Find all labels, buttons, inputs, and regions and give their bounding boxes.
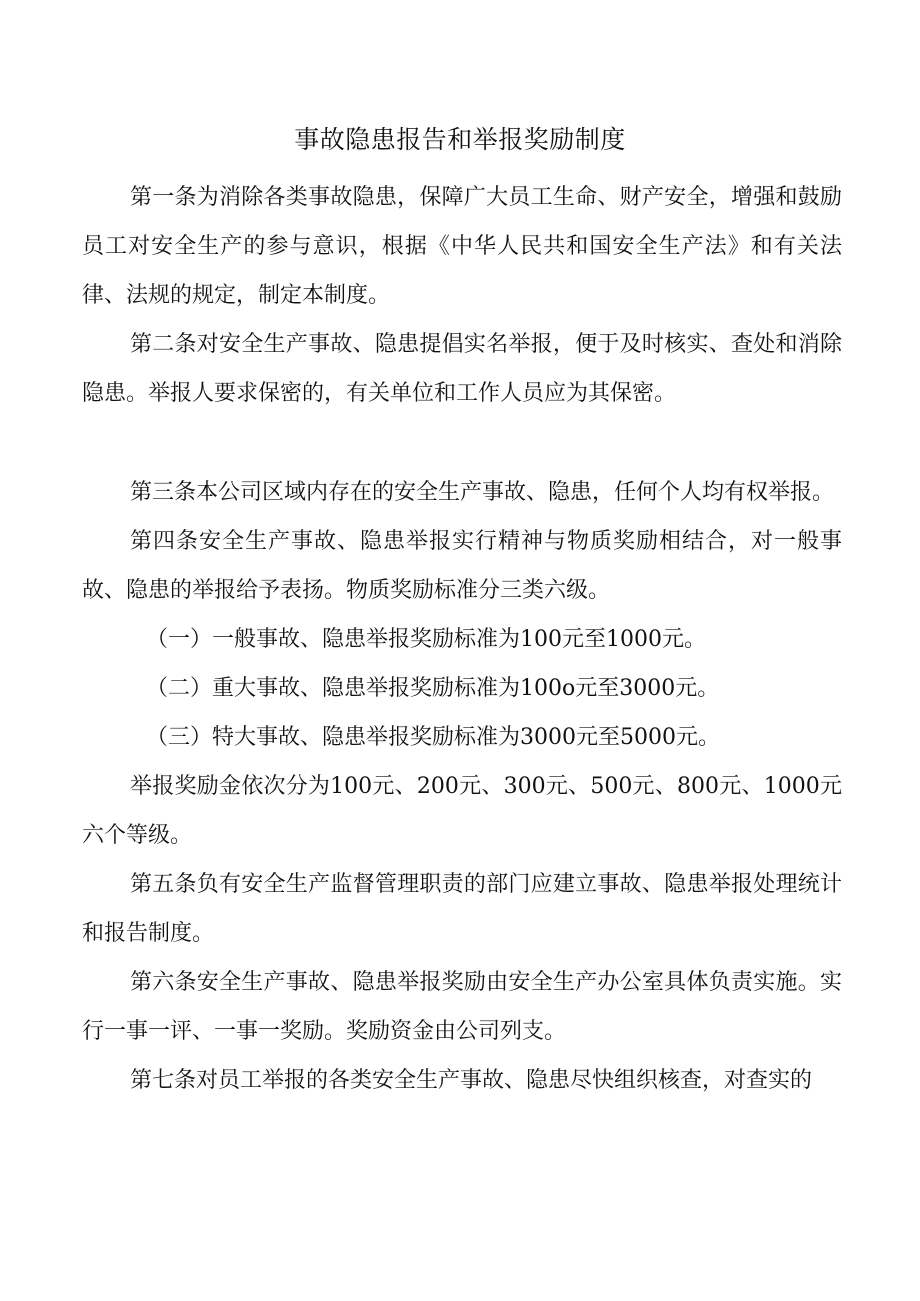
reward-levels: 举报奖励金依次分为100元、200元、300元、500元、800元、1000元六个等级。 [82, 774, 842, 848]
reward-item-2: （二）重大事故、隐患举报奖励标准为100o元至3000元。 [146, 676, 720, 701]
article-7: 第七条对员工举报的各类安全生产事故、隐患尽快组织核查，对查实的 [130, 1068, 813, 1093]
article-4: 第四条安全生产事故、隐患举报实行精神与物质奖励相结合，对一般事故、隐患的举报给予表扬。物质奖励标准分三类六级。 [82, 529, 842, 603]
article-1: 第一条为消除各类事故隐患，保障广大员工生命、财产安全，增强和鼓励员工对安全生产的参与意识，根据《中华人民共和国安全生产法》和有关法律、法规的规定，制定本制度。 [82, 185, 842, 308]
article-6: 第六条安全生产事故、隐患举报奖励由安全生产办公室具体负责实施。实行一事一评、一事一奖励。奖励资金由公司列支。 [82, 970, 842, 1044]
article-2: 第二条对安全生产事故、隐患提倡实名举报，便于及时核实、查处和消除隐患。举报人要求保密的，有关单位和工作人员应为其保密。 [82, 332, 842, 406]
reward-item-1: （一）一般事故、隐患举报奖励标准为100元至1000元。 [146, 627, 706, 652]
document-title: 事故隐患报告和举报奖励制度 [294, 125, 626, 154]
article-3: 第三条本公司区域内存在的安全生产事故、隐患，任何个人均有权举报。 [130, 480, 835, 505]
reward-item-3: （三）特大事故、隐患举报奖励标准为3000元至5000元。 [146, 725, 720, 750]
paragraph-gap [82, 418, 842, 468]
document-body [82, 173, 842, 1105]
article-5: 第五条负有安全生产监督管理职责的部门应建立事故、隐患举报处理统计和报告制度。 [82, 872, 842, 946]
